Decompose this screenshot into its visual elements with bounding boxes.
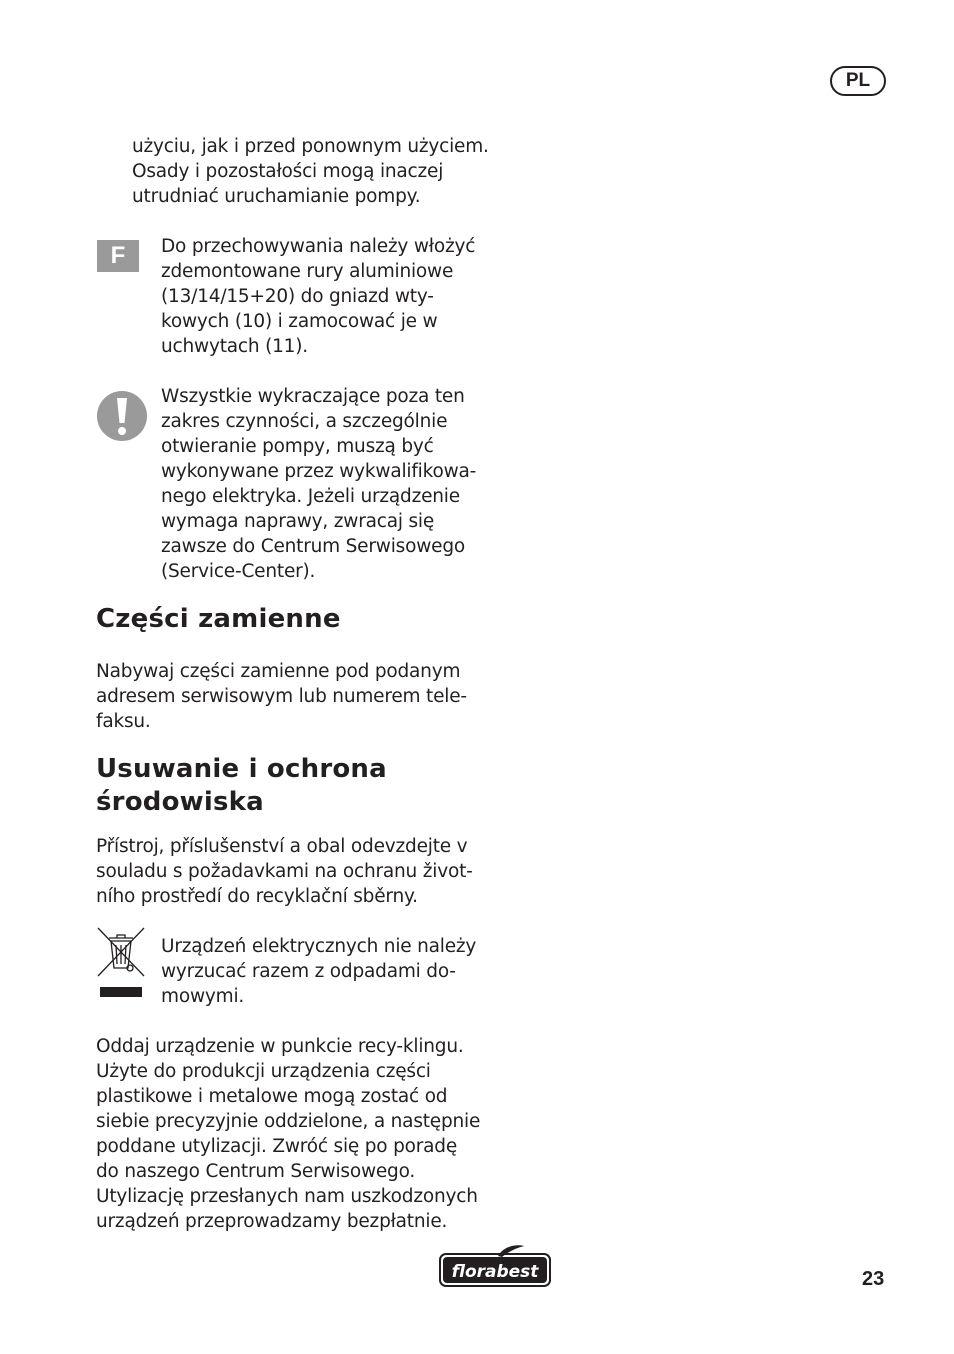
para-intro [132, 134, 489, 209]
heading-line: środowiska [96, 787, 264, 817]
text-line: Nabywaj części zamienne pod podanym [96, 661, 461, 682]
text-line: mowymi. [161, 986, 245, 1007]
text-line: faksu. [96, 711, 151, 732]
exclamation-icon [96, 390, 148, 442]
text-line: siebie precyzyjnie oddzielone, a następnie [96, 1111, 481, 1132]
text-line: ního prostředí do recyklační sběrny. [96, 886, 418, 907]
heading-disposal [96, 753, 387, 819]
para-disposal [96, 834, 473, 909]
text-line: użyciu, jak i przed ponownym użyciem. [132, 136, 489, 157]
text-line: zdemontowane rury aluminiowe [161, 261, 454, 282]
text-line: Utylizację przesłanych nam uszkodzonych [96, 1186, 478, 1207]
text-line: Do przechowywania należy włożyć [161, 236, 476, 257]
text-line: zawsze do Centrum Serwisowego [161, 536, 465, 557]
para-storage [161, 234, 475, 359]
text-line: otwieranie pompy, muszą być [161, 436, 434, 457]
text-line: souladu s požadavkami na ochranu život- [96, 861, 473, 882]
page-number: 23 [862, 1268, 885, 1290]
text-line: utrudniać uruchamianie pompy. [132, 186, 421, 207]
text-line: urządzeń przeprowadzamy bezpłatnie. [96, 1211, 448, 1232]
heading-spare-parts: Części zamienne [96, 604, 341, 634]
text-line: zakres czynności, a szczególnie [161, 411, 448, 432]
text-line: wymaga naprawy, zwracaj się [161, 511, 435, 532]
para-warning [161, 384, 476, 584]
para-recycling [96, 1034, 480, 1234]
text-line: kowych (10) i zamocować je w [161, 311, 438, 332]
language-badge: PL [830, 66, 886, 96]
text-line: do naszego Centrum Serwisowego. [96, 1161, 416, 1182]
para-spare-parts [96, 659, 467, 734]
florabest-logo [438, 1244, 552, 1290]
text-line: Wszystkie wykraczające poza ten [161, 386, 465, 407]
crossed-bin-icon [96, 926, 146, 1002]
text-line: (13/14/15+20) do gniazd wty- [161, 286, 434, 307]
text-line: Użyte do produkcji urządzenia części [96, 1061, 431, 1082]
step-f-marker: F [97, 240, 139, 272]
text-line: plastikowe i metalowe mogą zostać od [96, 1086, 448, 1107]
text-line: adresem serwisowym lub numerem tele- [96, 686, 467, 707]
text-line: wyrzucać razem z odpadami do- [161, 961, 456, 982]
text-line: nego elektryka. Jeżeli urządzenie [161, 486, 460, 507]
logo-text: florabest [451, 1262, 539, 1282]
para-weee [161, 934, 476, 1009]
text-line: poddane utylizacji. Zwróć się po poradę [96, 1136, 458, 1157]
heading-line: Usuwanie i ochrona [96, 754, 387, 784]
text-line: wykonywane przez wykwalifikowa- [161, 461, 477, 482]
text-line: uchwytach (11). [161, 336, 308, 357]
text-line: Přístroj, příslušenství a obal odevzdejte v [96, 836, 468, 857]
text-line: Urządzeń elektrycznych nie należy [161, 936, 477, 957]
text-line: Oddaj urządzenie w punkcie recy-klingu. [96, 1036, 464, 1057]
text-line: (Service-Center). [161, 561, 316, 582]
text-line: Osady i pozostałości mogą inaczej [132, 161, 444, 182]
